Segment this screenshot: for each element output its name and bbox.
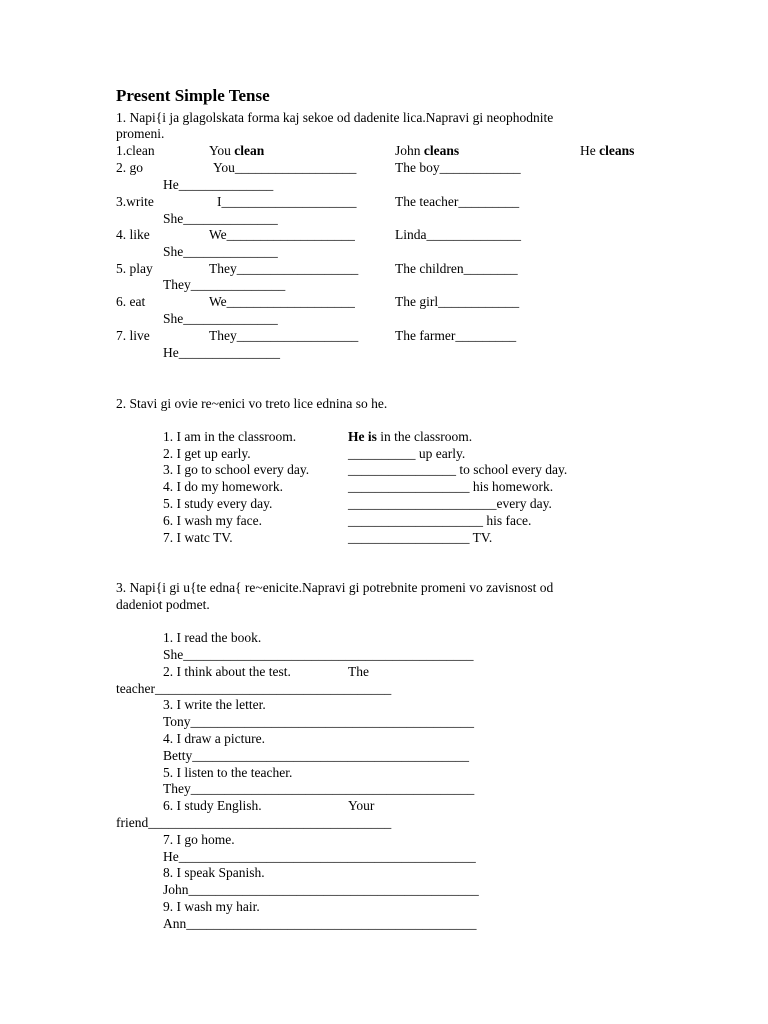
- ex2-answer: ________________ to school every day.: [348, 462, 568, 477]
- ex1-row-blank-2: The children________: [395, 261, 518, 276]
- ex1-row-verb: 6. eat: [116, 294, 146, 309]
- ex3-answer-line: They__________________________________________: [163, 781, 475, 796]
- ex1-row-blank-3: She______________: [163, 211, 278, 226]
- ex3-sentence: 7. I go home.: [163, 832, 235, 847]
- ex1-header-you: You clean: [209, 143, 265, 158]
- ex1-row-blank-1: They__________________: [209, 261, 359, 276]
- ex1-row-blank-2: The girl____________: [395, 294, 520, 309]
- ex2-answer: __________________ TV.: [348, 530, 493, 545]
- ex3-sentence: 5. I listen to the teacher.: [163, 765, 293, 780]
- ex2-answer: __________________ his homework.: [348, 479, 554, 494]
- ex2-instruction: 2. Stavi gi ovie re~enici vo treto lice ednina so he.: [116, 396, 388, 411]
- ex1-row-blank-2: Linda______________: [395, 227, 521, 242]
- ex3-sentence: 3. I write the letter.: [163, 697, 266, 712]
- ex1-row-verb: 2. go: [116, 160, 143, 175]
- ex1-row-blank-2: The farmer_________: [395, 328, 517, 343]
- ex3-answer-line: Betty_________________________________________: [163, 748, 469, 763]
- ex3-sentence: 8. I speak Spanish.: [163, 865, 265, 880]
- ex3-instruction-line2: dadeniot podmet.: [116, 597, 210, 612]
- ex2-answer: ______________________every day.: [348, 496, 552, 511]
- ex1-row-verb: 4. like: [116, 227, 150, 242]
- ex3-answer-line: Ann___________________________________________: [163, 916, 477, 931]
- ex1-instruction-line1: 1. Napi{i ja glagolskata forma kaj sekoe od dadenite lica.Napravi gi neophodnite: [116, 110, 554, 125]
- ex1-header-john: John cleans: [395, 143, 460, 158]
- ex2-sentence: 1. I am in the classroom.: [163, 429, 297, 444]
- ex3-answer-line: friend____________________________________: [116, 815, 392, 830]
- ex3-answer-line: He____________________________________________: [163, 849, 476, 864]
- ex1-row-blank-3: They______________: [163, 277, 286, 292]
- ex1-row-blank-1: They__________________: [209, 328, 359, 343]
- ex1-row-verb: 5. play: [116, 261, 153, 276]
- ex1-row-blank-2: The boy____________: [395, 160, 521, 175]
- ex3-sentence: 4. I draw a picture.: [163, 731, 265, 746]
- ex3-sentence: 9. I wash my hair.: [163, 899, 260, 914]
- ex1-row-blank-1: We___________________: [209, 227, 355, 242]
- page-title: Present Simple Tense: [116, 86, 270, 105]
- ex2-answer: ____________________ his face.: [348, 513, 532, 528]
- ex1-header-he: He cleans: [580, 143, 635, 158]
- ex2-sentence: 5. I study every day.: [163, 496, 273, 511]
- ex1-row-blank-1: We___________________: [209, 294, 355, 309]
- ex3-subject-start: Your: [348, 798, 375, 813]
- ex1-row-blank-2: The teacher_________: [395, 194, 520, 209]
- ex2-sentence: 3. I go to school every day.: [163, 462, 310, 477]
- ex3-sentence: 2. I think about the test.: [163, 664, 291, 679]
- ex2-answer: He is in the classroom.: [348, 429, 473, 444]
- ex2-sentence: 6. I wash my face.: [163, 513, 262, 528]
- ex2-sentence: 4. I do my homework.: [163, 479, 283, 494]
- ex3-sentence: 1. I read the book.: [163, 630, 262, 645]
- ex3-sentence: 6. I study English.: [163, 798, 262, 813]
- ex1-row-blank-3: She______________: [163, 311, 278, 326]
- ex2-answer: __________ up early.: [348, 446, 466, 461]
- ex3-answer-line: teacher___________________________________: [116, 681, 392, 696]
- ex3-answer-line: She___________________________________________: [163, 647, 474, 662]
- ex1-row-blank-3: He______________: [163, 177, 274, 192]
- ex1-row-blank-3: She______________: [163, 244, 278, 259]
- ex1-row-verb: 3.write: [116, 194, 154, 209]
- ex1-row-verb: 7. live: [116, 328, 150, 343]
- ex1-row-blank-1: You__________________: [213, 160, 357, 175]
- ex1-row-blank-3: He_______________: [163, 345, 280, 360]
- ex3-subject-start: The: [348, 664, 369, 679]
- ex2-sentence: 7. I watc TV.: [163, 530, 233, 545]
- ex1-instruction-line2: promeni.: [116, 126, 165, 141]
- ex3-answer-line: Tony__________________________________________: [163, 714, 475, 729]
- ex3-instruction-line1: 3. Napi{i gi u{te edna{ re~enicite.Napravi gi potrebnite promeni vo zavisnost od: [116, 580, 554, 595]
- ex3-answer-line: John___________________________________________: [163, 882, 479, 897]
- ex1-header-verb: 1.clean: [116, 143, 155, 158]
- ex2-sentence: 2. I get up early.: [163, 446, 251, 461]
- ex1-row-blank-1: I____________________: [217, 194, 357, 209]
